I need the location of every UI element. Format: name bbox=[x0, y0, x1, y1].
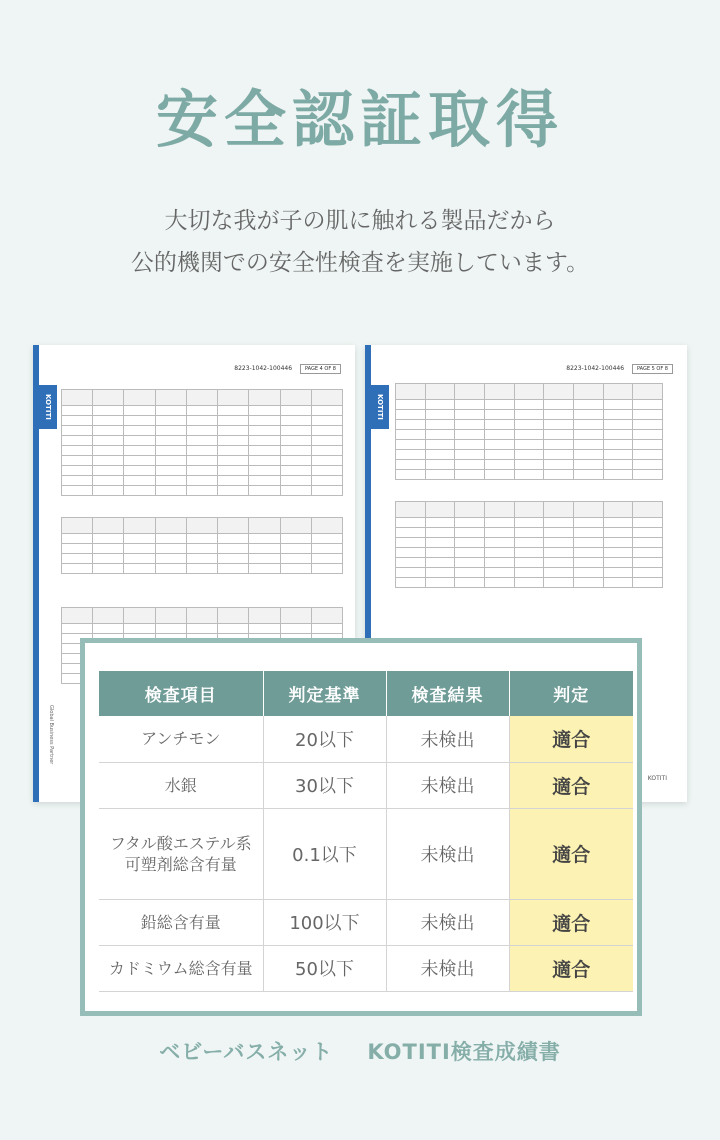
results-header-row bbox=[99, 671, 633, 716]
column-header-result: 検査結果 bbox=[386, 671, 509, 716]
test-result: 未検出 bbox=[386, 762, 509, 808]
column-header-criterion: 判定基準 bbox=[263, 671, 386, 716]
table-row bbox=[99, 945, 633, 991]
page-title: 安全認証取得 bbox=[155, 83, 564, 156]
test-result: 未検出 bbox=[386, 808, 509, 899]
report-side-text: Global Business Partner bbox=[48, 705, 54, 765]
table-row bbox=[99, 899, 633, 945]
subtitle-line-2: 公的機関での安全性検査を実施しています。 bbox=[130, 250, 590, 276]
verdict: 適合 bbox=[509, 899, 633, 945]
test-result: 未検出 bbox=[386, 945, 509, 991]
report-table bbox=[61, 517, 343, 574]
caption-document: KOTITI検査成績書 bbox=[367, 1040, 561, 1064]
table-row bbox=[99, 716, 633, 762]
report-table bbox=[395, 383, 663, 480]
column-header-verdict: 判定 bbox=[509, 671, 633, 716]
verdict: 適合 bbox=[509, 716, 633, 762]
test-item: カドミウム総含有量 bbox=[99, 945, 263, 991]
column-header-item: 検査項目 bbox=[99, 671, 263, 716]
report-doc-number: 8223-1042-100446 PAGE 5 OF 8 bbox=[566, 365, 673, 372]
test-item bbox=[99, 808, 263, 899]
kotiti-logo: KOTITI bbox=[39, 385, 57, 429]
criterion: 30以下 bbox=[263, 762, 386, 808]
subtitle bbox=[0, 200, 720, 284]
test-item-line-1: フタル酸エステル系 bbox=[109, 833, 252, 853]
subtitle-line-1: 大切な我が子の肌に触れる製品だから bbox=[164, 208, 556, 234]
criterion: 100以下 bbox=[263, 899, 386, 945]
report-table bbox=[395, 501, 663, 588]
test-result: 未検出 bbox=[386, 899, 509, 945]
test-item: アンチモン bbox=[99, 716, 263, 762]
table-row bbox=[99, 762, 633, 808]
test-item-line-2: 可塑剤総含有量 bbox=[124, 854, 237, 874]
caption bbox=[0, 1036, 720, 1066]
test-item: 鉛総含有量 bbox=[99, 899, 263, 945]
kotiti-logo: KOTITI bbox=[371, 385, 389, 429]
report-doc-number: 8223-1042-100446 PAGE 4 OF 8 bbox=[234, 365, 341, 372]
report-table bbox=[61, 389, 343, 496]
verdict: 適合 bbox=[509, 762, 633, 808]
test-result: 未検出 bbox=[386, 716, 509, 762]
table-row bbox=[99, 808, 633, 899]
criterion: 20以下 bbox=[263, 716, 386, 762]
test-item: 水銀 bbox=[99, 762, 263, 808]
results-panel bbox=[80, 638, 642, 1016]
criterion: 0.1以下 bbox=[263, 808, 386, 899]
verdict: 適合 bbox=[509, 808, 633, 899]
criterion: 50以下 bbox=[263, 945, 386, 991]
report-footer-logo: KOTITI bbox=[647, 775, 667, 782]
results-table bbox=[99, 671, 633, 992]
caption-product: ベビーバスネット bbox=[159, 1040, 334, 1064]
verdict: 適合 bbox=[509, 945, 633, 991]
